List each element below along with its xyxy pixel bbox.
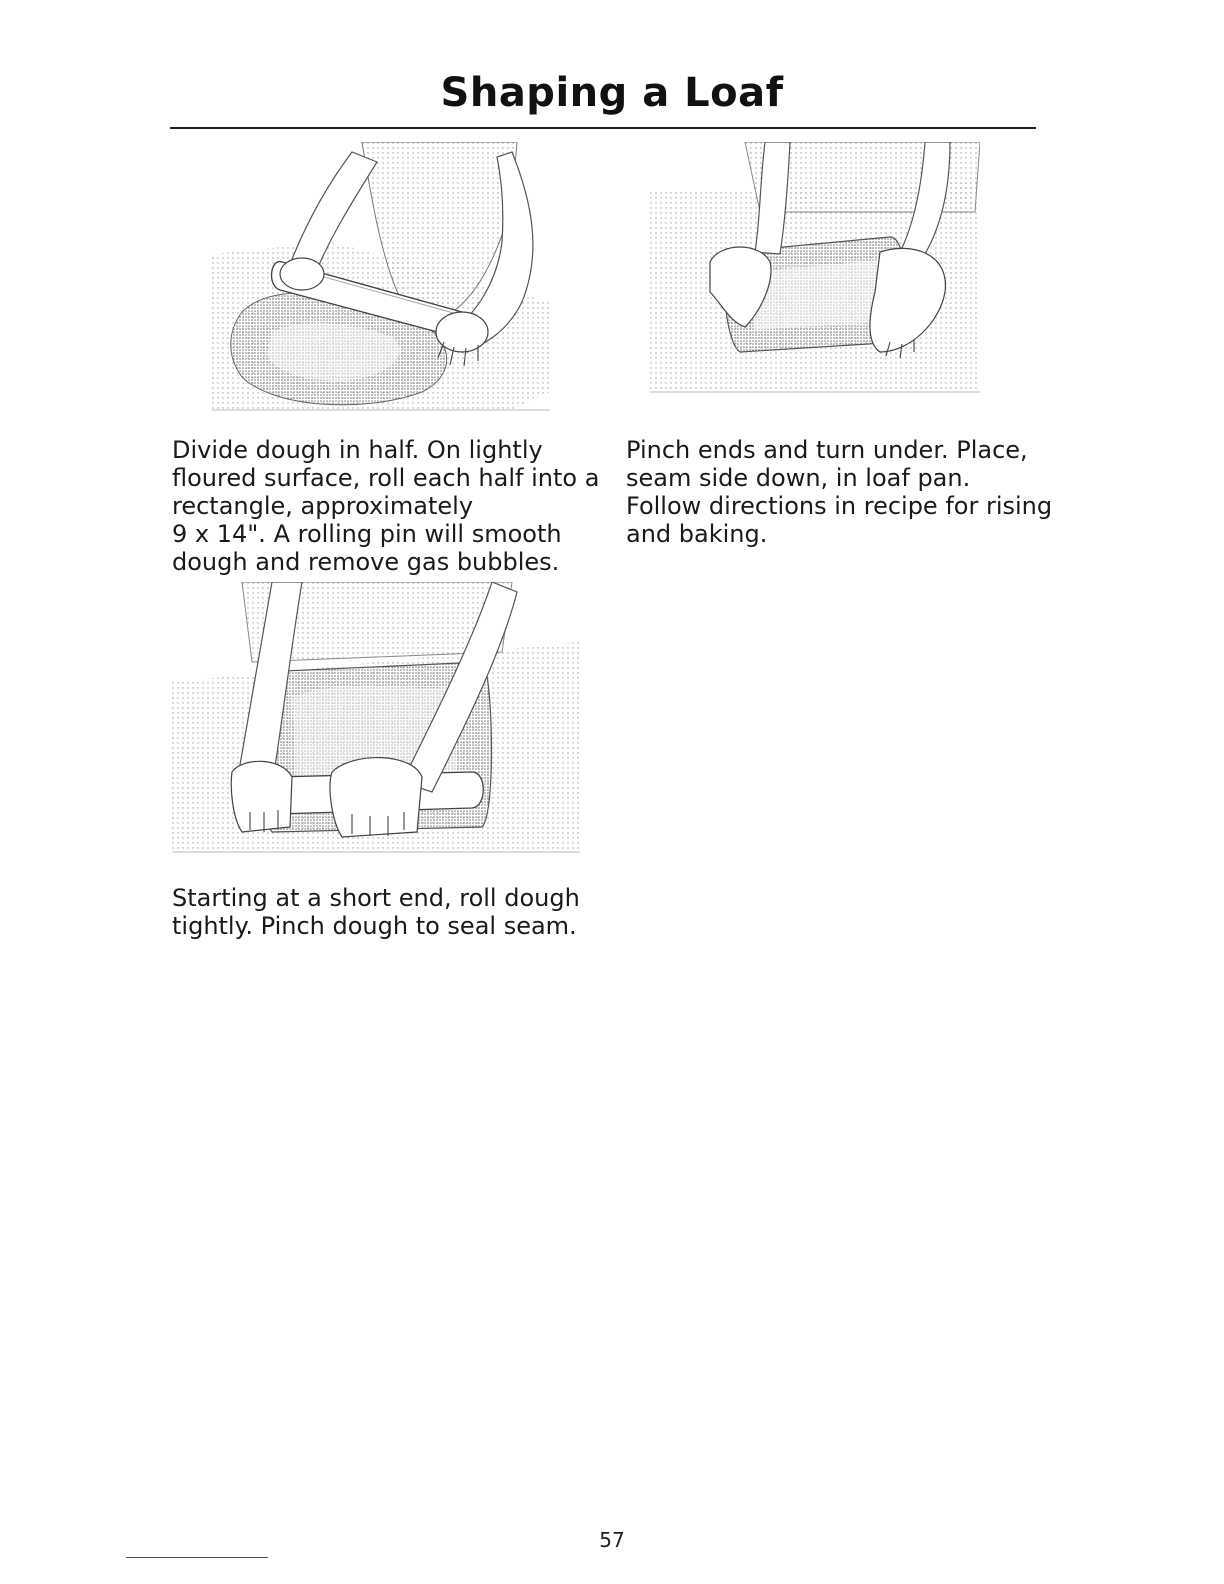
roll-dough-illustration [172, 582, 580, 858]
rolling-pin-illustration [212, 142, 550, 420]
page-title: Shaping a Loaf [440, 70, 784, 116]
pinch-ends-illustration [650, 142, 980, 400]
step-caption-pinch-ends: Pinch ends and turn under. Place, seam side down, in loaf pan. Follow directions in recipe for rising and baking. [626, 436, 1053, 548]
title-divider [170, 127, 1036, 129]
page-number: 57 [599, 1528, 625, 1552]
step-caption-divide-dough: Divide dough in half. On lightly floured surface, roll each half into a rectangle, approximately 9 x 14". A rolling pin will smooth dough and remove gas bubbles. [172, 436, 600, 576]
step-caption-roll-dough: Starting at a short end, roll dough tightly. Pinch dough to seal seam. [172, 884, 580, 940]
footer-link-rule [126, 1557, 268, 1558]
